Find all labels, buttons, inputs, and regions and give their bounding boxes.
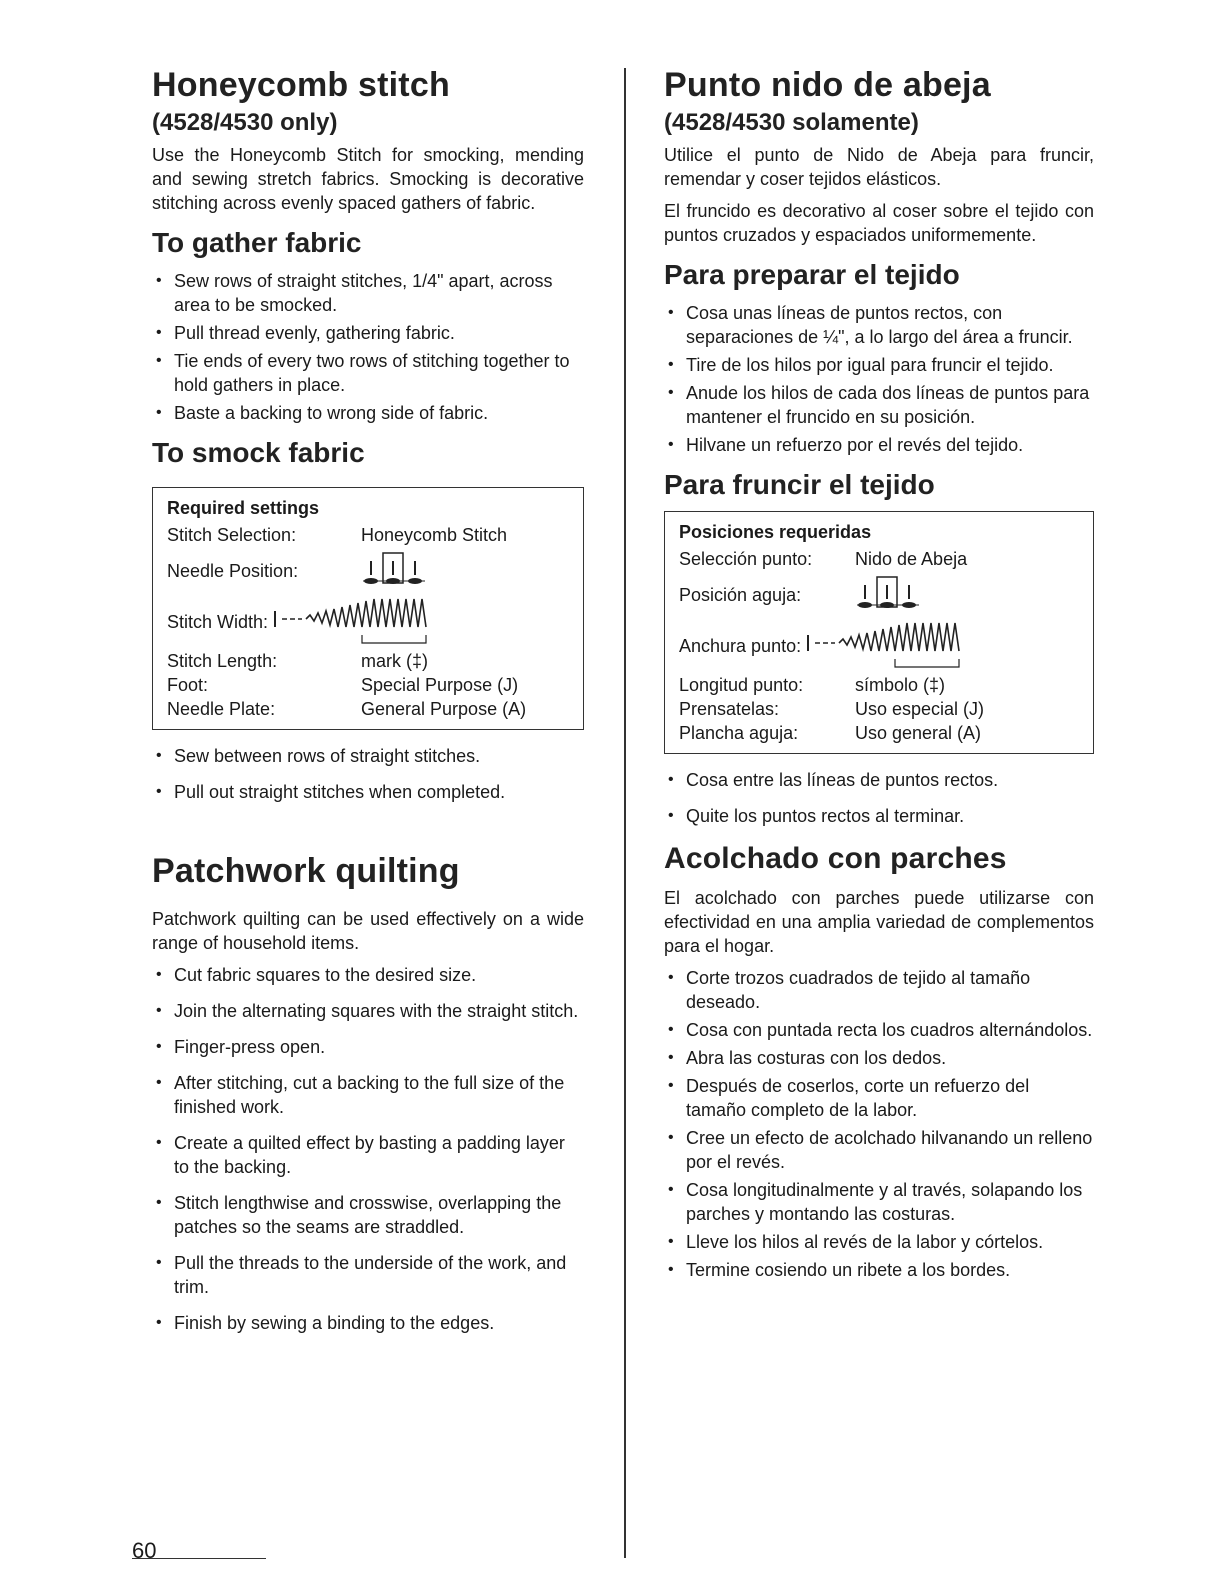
stitch-length-row: Longitud punto: símbolo (‡) — [679, 675, 946, 695]
list-item: • Cosa longitudinalmente y al través, solapando los parches y montando las costuras. — [664, 1178, 1094, 1226]
gather-steps-es — [664, 301, 1094, 457]
list-item: • Pull thread evenly, gathering fabric. — [152, 321, 584, 345]
stitch-width-row: Stitch Width: — [167, 595, 569, 649]
list-item: • Create a quilted effect by basting a padding layer to the backing. — [152, 1131, 584, 1179]
patchwork-steps — [152, 963, 584, 1335]
stitch-length-row: Stitch Length: mark (‡) — [167, 651, 428, 671]
model-note: (4528/4530 only) — [152, 109, 338, 136]
column-divider — [624, 68, 626, 1558]
gather-heading-es: Para preparar el tejido — [664, 259, 960, 290]
list-item: • Después de coserlos, corte un refuerzo del tamaño completo de la labor. — [664, 1074, 1094, 1122]
patchwork-heading: Patchwork quilting — [152, 852, 460, 890]
list-item: • Cut fabric squares to the desired size. — [152, 963, 584, 987]
list-item: • Cosa unas líneas de puntos rectos, con separaciones de ¼", a lo largo del área a fruncir. — [664, 301, 1094, 349]
patchwork-steps-es — [664, 966, 1094, 1282]
needle-plate-row: Needle Plate: General Purpose (A) — [167, 699, 527, 719]
list-item: • Lleve los hilos al revés de la labor y córtelos. — [664, 1230, 1094, 1254]
needle-position-icon — [361, 551, 433, 591]
foot-row: Prensatelas: Uso especial (J) — [679, 699, 985, 719]
list-item: • Anude los hilos de cada dos líneas de puntos para mantener el fruncido en su posición. — [664, 381, 1094, 429]
list-item: • Pull out straight stitches when completed. — [152, 780, 584, 804]
list-item: • Stitch lengthwise and crosswise, overlapping the patches so the seams are straddled. — [152, 1191, 584, 1239]
patchwork-intro-es: El acolchado con parches puede utilizarse con efectividad en una amplia variedad de complementos para el hogar. — [664, 888, 1094, 956]
list-item: • Join the alternating squares with the straight stitch. — [152, 999, 584, 1023]
intro-paragraph-es-2: El fruncido es decorativo al coser sobre el tejido con puntos cruzados y espaciados uniformemente. — [664, 201, 1094, 245]
list-item: • Sew between rows of straight stitches. — [152, 744, 584, 768]
list-item: • Corte trozos cuadrados de tejido al tamaño deseado. — [664, 966, 1094, 1014]
patchwork-heading-es: Acolchado con parches — [664, 842, 1007, 875]
intro-paragraph-es: Utilice el punto de Nido de Abeja para fruncir, remendar y coser tejidos elásticos. — [664, 145, 1094, 189]
list-item: • Baste a backing to wrong side of fabric. — [152, 401, 584, 425]
needle-position-icon — [855, 575, 927, 615]
list-item: • Quite los puntos rectos al terminar. — [664, 804, 1094, 828]
smock-steps — [152, 744, 584, 804]
required-settings-box — [152, 487, 584, 730]
required-settings-box-es — [664, 511, 1094, 754]
list-item: • Tire de los hilos por igual para fruncir el tejido. — [664, 353, 1094, 377]
needle-position-row: Needle Position: — [167, 547, 569, 595]
patchwork-intro: Patchwork quilting can be used effectively on a wide range of household items. — [152, 909, 584, 953]
smock-steps-es — [664, 768, 1094, 828]
stitch-width-row: Anchura punto: — [679, 619, 1079, 673]
list-item: • Cosa entre las líneas de puntos rectos. — [664, 768, 1094, 792]
list-item: • Pull the threads to the underside of the work, and trim. — [152, 1251, 584, 1299]
needle-position-row: Posición aguja: — [679, 571, 1079, 619]
settings-title: Required settings — [167, 498, 320, 518]
list-item: • After stitching, cut a backing to the full size of the finished work. — [152, 1071, 584, 1119]
stitch-width-icon — [272, 597, 442, 647]
page-title: Honeycomb stitch — [152, 66, 450, 104]
list-item: • Finger-press open. — [152, 1035, 584, 1059]
list-item: • Tie ends of every two rows of stitching together to hold gathers in place. — [152, 349, 584, 397]
page-number-rule — [132, 1558, 266, 1559]
list-item: • Cree un efecto de acolchado hilvanando un relleno por el revés. — [664, 1126, 1094, 1174]
list-item: • Abra las costuras con los dedos. — [664, 1046, 1094, 1070]
list-item: • Sew rows of straight stitches, 1/4" apart, across area to be smocked. — [152, 269, 584, 317]
list-item: • Termine cosiendo un ribete a los bordes. — [664, 1258, 1094, 1282]
page-number: 60 — [132, 1538, 157, 1563]
foot-row: Foot: Special Purpose (J) — [167, 675, 519, 695]
list-item: • Finish by sewing a binding to the edges. — [152, 1311, 584, 1335]
gather-heading: To gather fabric — [152, 227, 362, 258]
smock-heading-es: Para fruncir el tejido — [664, 469, 935, 500]
needle-plate-row: Plancha aguja: Uso general (A) — [679, 723, 982, 743]
spanish-column — [664, 58, 1094, 1288]
stitch-selection-row: Stitch Selection: Honeycomb Stitch — [167, 525, 508, 545]
english-column — [152, 58, 584, 1347]
stitch-selection-row: Selección punto: Nido de Abeja — [679, 549, 968, 569]
list-item: • Hilvane un refuerzo por el revés del tejido. — [664, 433, 1094, 457]
gather-steps — [152, 269, 584, 425]
page-title-es: Punto nido de abeja — [664, 66, 991, 104]
stitch-width-icon — [805, 621, 975, 671]
smock-heading: To smock fabric — [152, 437, 365, 468]
list-item: • Cosa con puntada recta los cuadros alternándolos. — [664, 1018, 1094, 1042]
model-note-es: (4528/4530 solamente) — [664, 109, 919, 136]
intro-paragraph: Use the Honeycomb Stitch for smocking, mending and sewing stretch fabrics. Smocking is decorative stitching across evenly spaced gathers of fabric. — [152, 145, 584, 213]
settings-title-es: Posiciones requeridas — [679, 522, 872, 542]
